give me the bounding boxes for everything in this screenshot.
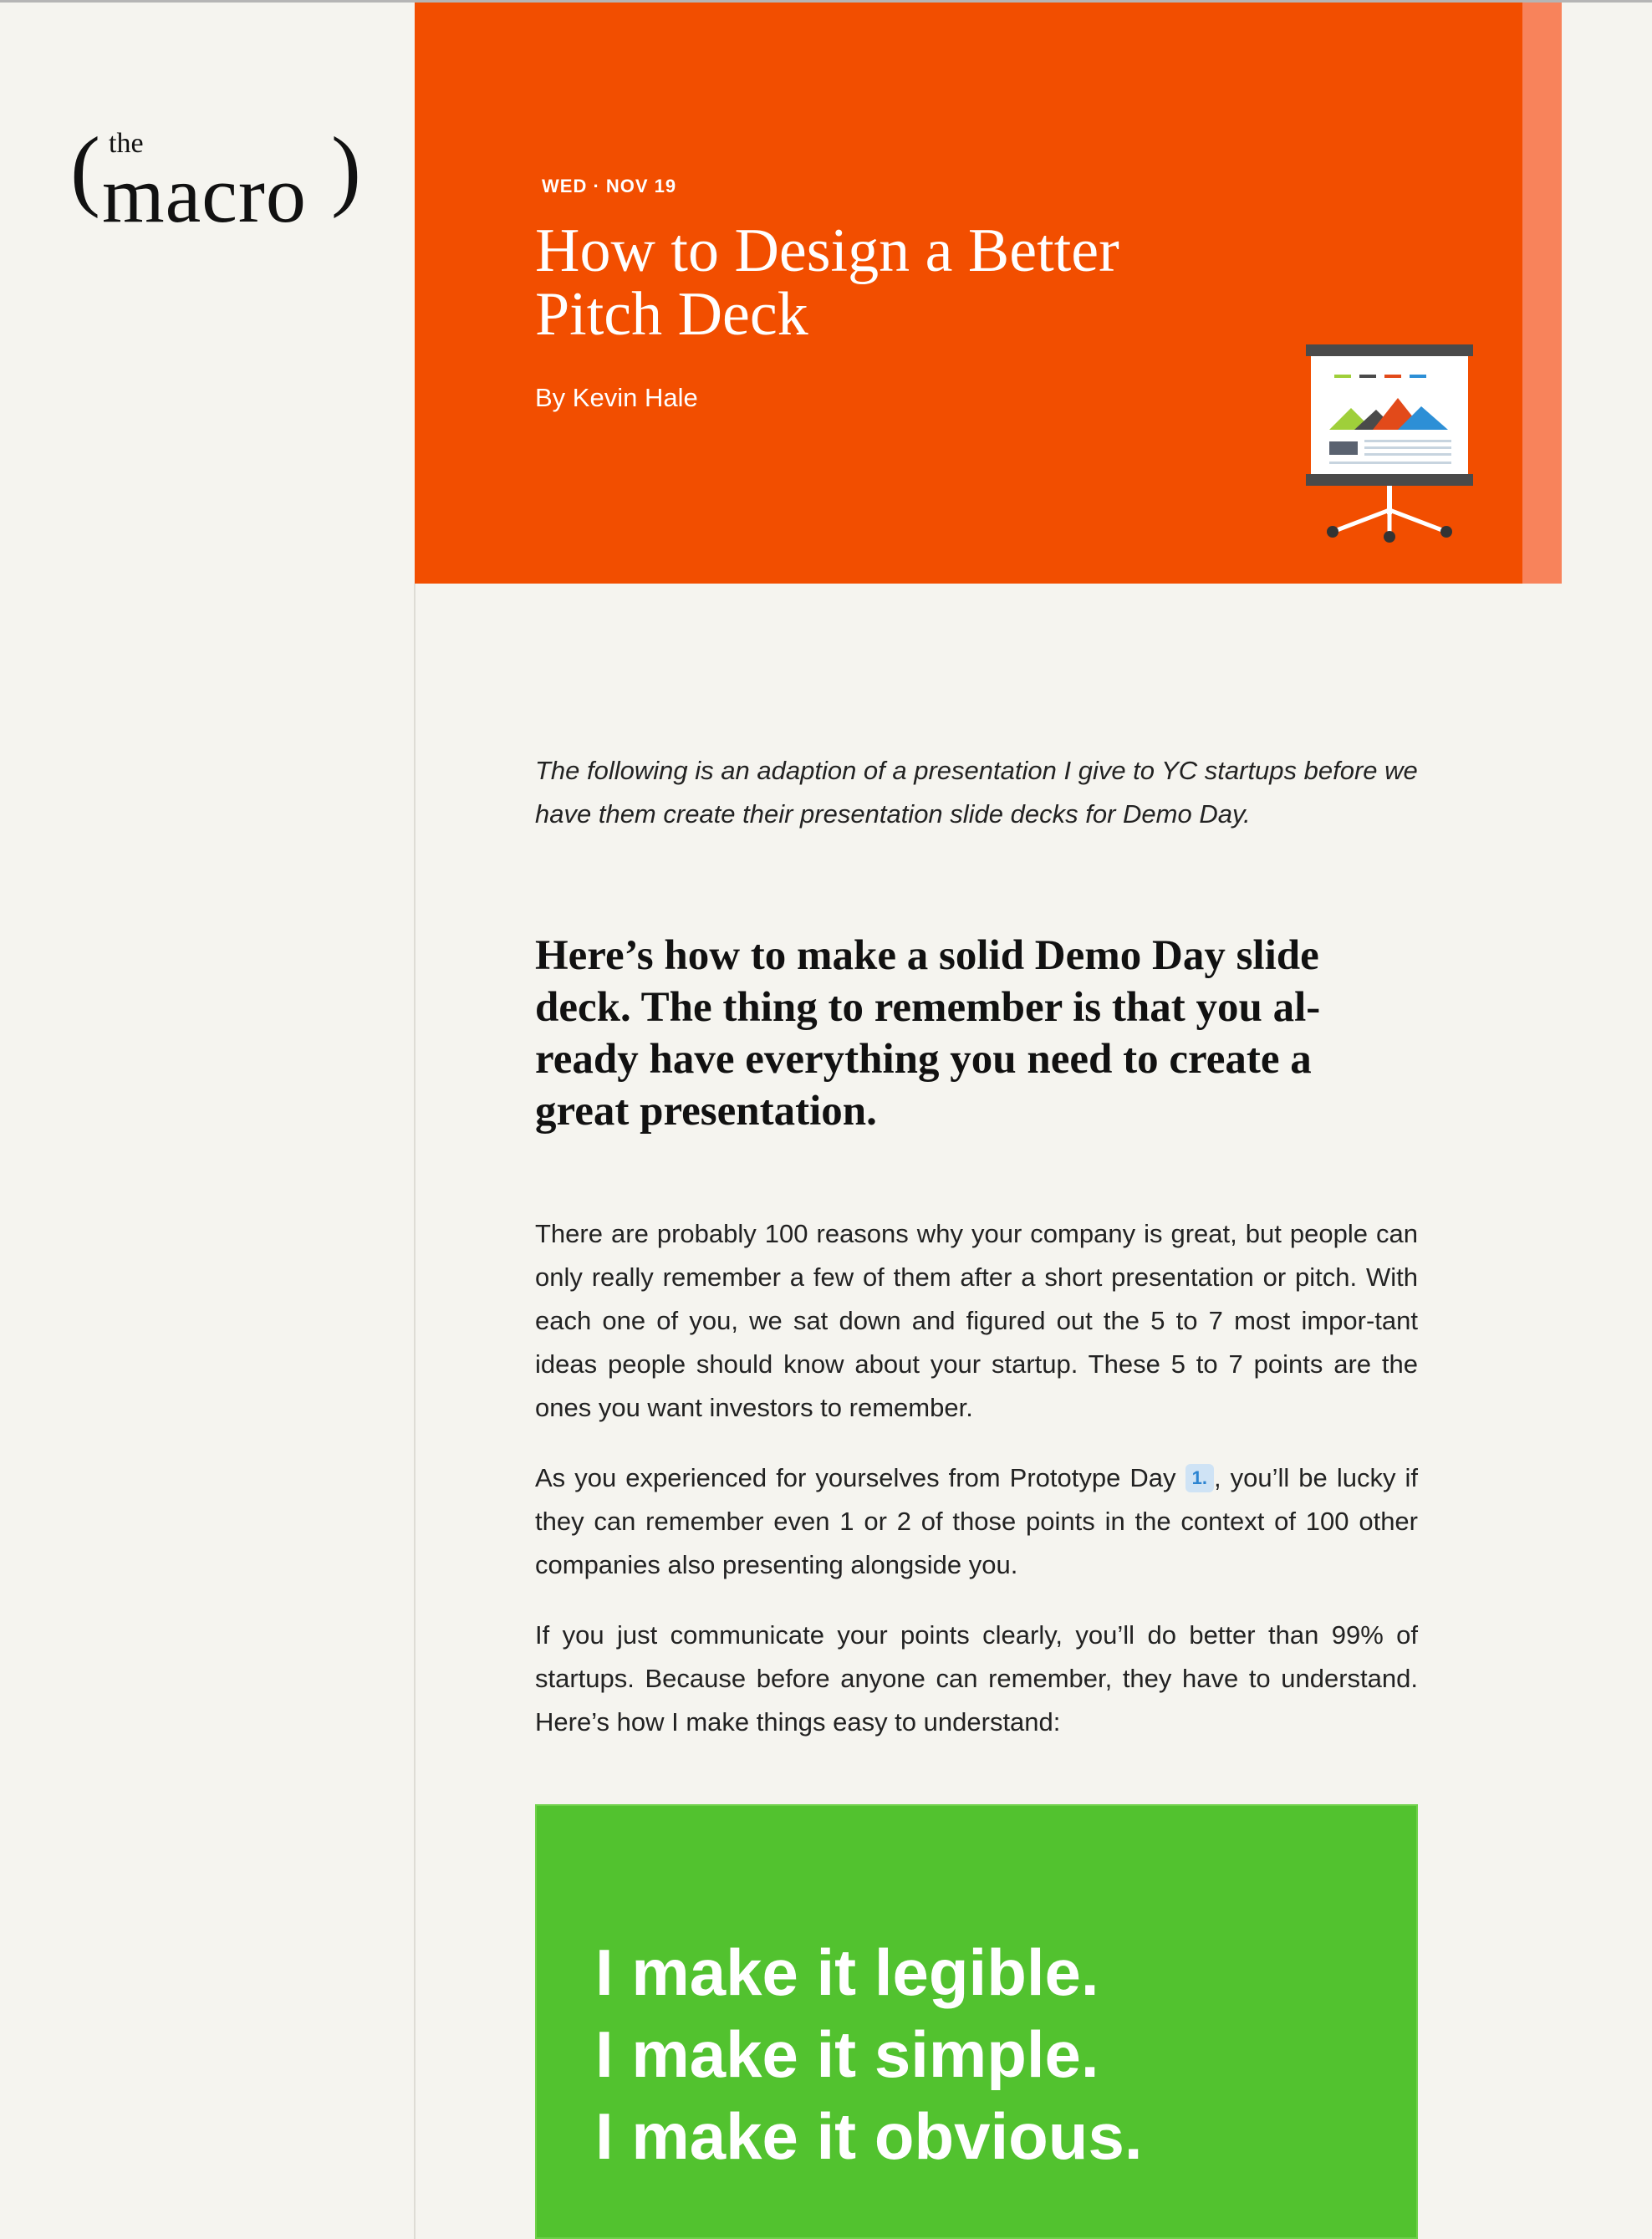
paragraph-2 — [535, 1456, 1418, 1587]
slide-line-obvious: I make it obvious. — [595, 2099, 1143, 2173]
paragraph-1: There are probably 100 reasons why your company is great, but people can only really remember a few of them after a short presentation or pitch. With each one of you, we sat down and figured out the 5 to 7 most impor-tant ideas people should know about your startup. These 5 to 7 points are the ones you want investors to remember. — [535, 1219, 1418, 1422]
slide-image — [535, 1804, 1418, 2239]
paragraph-2-text-end: , you’ll be lucky if they can remember even 1 or 2 of those points in the context of 100 other companies also presenting alongside you. — [535, 1463, 1418, 1579]
article-title: How to Design a Better Pitch Deck — [535, 217, 1119, 349]
sidebar — [0, 0, 415, 2239]
logo-word: macro — [102, 150, 307, 239]
article-intro: The following is an adaption of a presentation I give to YC startups before we have them create their presentation slide decks for Demo Day. — [535, 756, 1418, 829]
article-date: WED · NOV 19 — [542, 176, 677, 196]
logo-the: the — [109, 128, 144, 159]
presentation-easel-icon — [1304, 343, 1480, 543]
site-logo[interactable] — [70, 120, 363, 239]
sidebar-divider — [414, 584, 416, 2239]
paragraph-3: If you just communicate your points clearly, you’ll do better than 99% of startups. Because before anyone can remember, they have to understand. Here’s how I make things easy to understand: — [535, 1620, 1418, 1737]
paragraph-2-text-start: As you experienced for yourselves from Prototype Day — [535, 1463, 1185, 1492]
slide-line-simple: I make it simple. — [595, 2017, 1099, 2091]
slide-line-legible: I make it legible. — [595, 1936, 1099, 2009]
logo-paren-left: ( — [70, 120, 100, 219]
article-author: By Kevin Hale — [535, 383, 698, 412]
hero-accent-edge — [1522, 3, 1562, 584]
logo-paren-right: ) — [331, 120, 361, 219]
article-lead: Here’s how to make a solid Demo Day slide deck. The thing to remember is that you al-ready have everything you need to create a great presentation. — [535, 932, 1321, 1135]
footnote-1-link[interactable]: 1. — [1185, 1464, 1214, 1492]
